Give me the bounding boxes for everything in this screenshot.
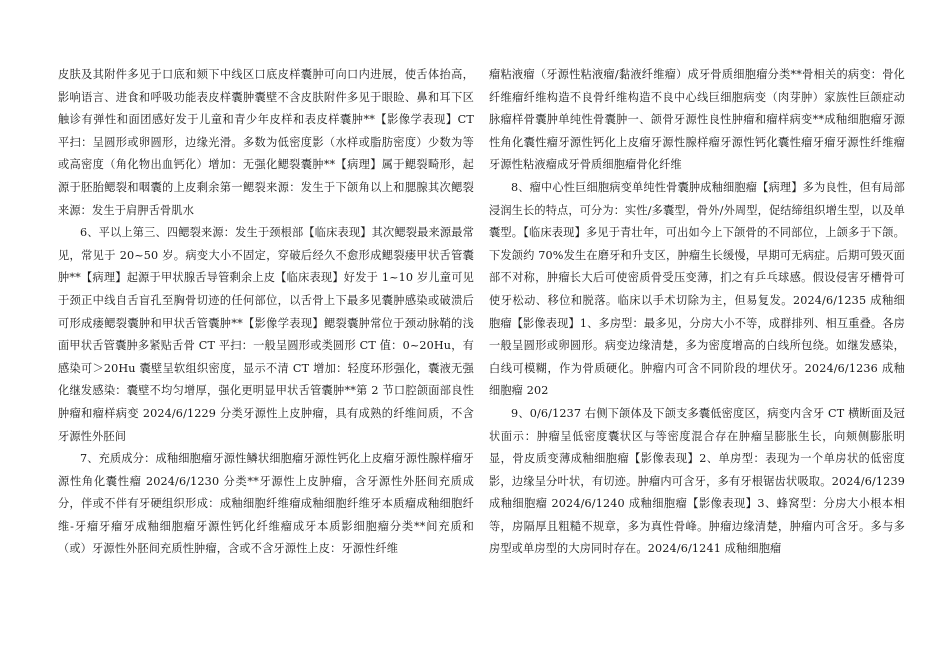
right-paragraph-3: 9、0/6/1237 右侧下颌体及下颌支多囊低密度区，病变内含牙 CT 横断面及冠状面示：肿瘤呈低密度囊状区与等密度混合存在肿瘤呈膨胀生长，向颊侧膨胀明显，骨皮质变薄成釉细胞瘤【影像表现】2、单房型：表现为一个单房状的低密度影，边缘呈分叶状，有切迹。肿瘤内可含牙，多有牙根锯齿状吸取。2024/6/1239 成釉细胞瘤 2024/6/1240 成釉细胞瘤【影像表现】3、蜂窝型：分房大小根本相等，房隔厚且粗糙不规章，多为真性骨峰。肿瘤边缘清楚，肿瘤内可含牙。多与多房型或单房型的大房同时存在。2024/6/1241 成釉细胞瘤: [489, 406, 905, 556]
right-paragraph-2: 8、瘤中心性巨细胞病变单纯性骨囊肿成釉细胞瘤【病理】多为良性，但有局部浸润生长的特点，可分为：实性/多囊型，骨外/外周型，促结缔组织增生型，以及单囊型。【临床表现】多见于青壮年，可出如今上下颌骨的不同部位，上颌多于下颌。下发颌约 70%发生在磨牙和升支区，肿瘤生长缓慢，早期可无病症。后期可毁灭面部不对称，肿瘤长大后可使密质骨受压变薄，扪之有乒乓球感。假设侵害牙槽骨可使牙松动、移位和脱落。临床以手术切除为主，但易复发。2024/6/1235 成釉细胞瘤【影像表现】1、多房型：最多见，分房大小不等，成群排列、相互重叠。各房一般呈圆形或卵圆形。病变边缘清楚，多为密度增高的白线所包绕。如继发感染，白线可模糊，作为骨质硬化。肿瘤内可含不同阶段的埋伏牙。2024/6/1236 成釉细胞瘤 202: [489, 180, 905, 398]
left-column: [58, 64, 474, 561]
left-paragraph-2: 6、平以上第三、四鳃裂来源：发生于颈根部【临床表现】其次鳃裂最来源最常见，常见于 20~50 岁。病变大小不固定，穿破后经久不愈形成鳃裂瘘甲状舌管囊肿**【病理】起源于甲状腺舌导管剩余上皮【临床表现】好发于 1~10 岁儿童可见于颈正中线自舌盲孔至胸骨切迹的任何部位，以舌骨上下最多见囊肿感染或破溃后可形成瘘鳃裂囊肿和甲状舌管囊肿**【影像学表现】鳃裂囊肿常位于颈动脉鞘的浅面甲状舌管囊肿多紧贴舌骨 CT 平扫：一般呈圆形或类圆形 CT 值：0~20Hu，有感染可＞20Hu 囊壁呈软组织密度，显示不清 CT 增加：轻度环形强化，囊液无强化继发感染：囊壁不均匀增厚，强化更明显甲状舌管囊肿**第 2 节口腔颌面部良性肿瘤和瘤样病变 2024/6/1229 分类牙源性上皮肿瘤，具有成熟的纤维间质，不含牙源性外胚间: [58, 226, 474, 443]
left-paragraph-1: 皮肤及其附件多见于口底和颏下中线区口底皮样囊肿可向口内进展，使舌体抬高，影响语言、进食和呼吸功能表皮样囊肿囊壁不含皮肤附件多见于眼睑、鼻和耳下区触诊有弹性和面团感好发于儿童和青少年皮样和表皮样囊肿**【影像学表现】CT 平扫：呈圆形或卵圆形，边缘光滑。多数为低密度影（水样或脂肪密度）少数为等或高密度（角化物出血钙化）增加：无强化鳃裂囊肿**【病理】属于鳃裂畸形，起源于胚胎鳃裂和咽囊的上皮剩余第一鳃裂来源：发生于下颌角以上和腮腺其次鳃裂来源：发生于肩胛舌骨肌水: [58, 68, 474, 217]
right-paragraph-1: 瘤粘液瘤（牙源性粘液瘤/黏液纤维瘤）成牙骨质细胞瘤分类**骨相关的病变：骨化纤维瘤纤维构造不良骨纤维构造不良中心线巨细胞病变（肉芽肿）家族性巨颌症动脉瘤样骨囊肿单纯性骨囊肿一、颌骨牙源性良性肿瘤和瘤样病变**成釉细胞瘤牙源性角化囊性瘤牙源性钙化上皮瘤牙源性腺样瘤牙源性钙化囊性瘤牙瘤牙源性纤维瘤牙源性粘液瘤成牙骨质细胞瘤骨化纤维: [489, 68, 905, 172]
right-column: [489, 64, 905, 561]
left-paragraph-3: 7、充质成分：成釉细胞瘤牙源性鳞状细胞瘤牙源性钙化上皮瘤牙源性腺样瘤牙源性角化囊性瘤 2024/6/1230 分类**牙源性上皮肿瘤，含牙源性外胚间充质成分，伴或不伴有牙硬组织形成：成釉细胞纤维瘤成釉细胞纤维牙本质瘤成釉细胞纤维-牙瘤牙瘤牙成釉细胞瘤牙源性钙化纤维瘤成牙本质影细胞瘤分类**间充质和（或）牙源性外胚间充质性肿瘤，含或不含牙源性上皮：牙源性纤维: [58, 452, 474, 556]
